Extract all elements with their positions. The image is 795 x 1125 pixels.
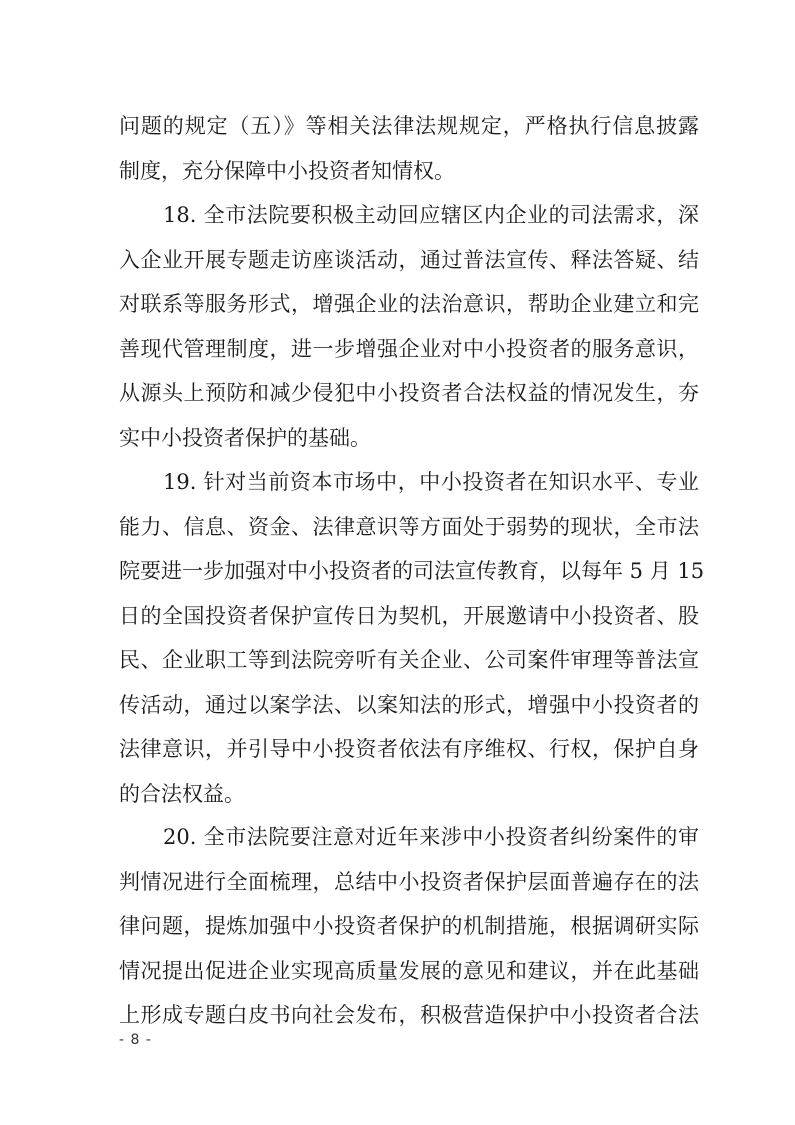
text-line: 问题的规定（五）》等相关法律法规规定，严格执行信息披露 — [119, 114, 699, 138]
text-line: 20. 全市法院要注意对近年来涉中小投资者纠纷案件的审 — [163, 825, 699, 849]
text-line: 的合法权益。 — [119, 781, 245, 806]
text-line: 制度，充分保障中小投资者知情权。 — [119, 158, 455, 183]
text-line: 民、企业职工等到法院旁听有关企业、公司案件审理等普法宣 — [119, 648, 699, 672]
text-line: 能力、信息、资金、法律意识等方面处于弱势的现状，全市法 — [119, 514, 699, 539]
paragraph-item-20 — [119, 815, 699, 1038]
text-line: 对联系等服务形式，增强企业的法治意识，帮助企业建立和完 — [119, 292, 699, 316]
text-line: 判情况进行全面梳理，总结中小投资者保护层面普遍存在的法 — [119, 869, 699, 894]
text-line: 日的全国投资者保护宣传日为契机，开展邀请中小投资者、股 — [119, 603, 699, 628]
text-line: 法律意识，并引导中小投资者依法有序维权、行权，保护自身 — [119, 737, 699, 761]
text-line: 传活动，通过以案学法、以案知法的形式，增强中小投资者的 — [119, 692, 699, 717]
text-line: 从源头上预防和减少侵犯中小投资者合法权益的情况发生，夯 — [119, 381, 699, 405]
text-line: 实中小投资者保护的基础。 — [119, 425, 371, 450]
paragraph-item-19 — [119, 460, 705, 816]
text-line: 18. 全市法院要积极主动回应辖区内企业的司法需求，深 — [163, 203, 699, 227]
text-line: 19. 针对当前资本市场中，中小投资者在知识水平、专业 — [163, 470, 699, 494]
text-line: 上形成专题白皮书向社会发布，积极营造保护中小投资者合法 — [119, 1003, 699, 1027]
text-line: 善现代管理制度，进一步增强企业对中小投资者的服务意识， — [119, 336, 699, 361]
text-line: 院要进一步加强对中小投资者的司法宣传教育，以每年 5 月 15 — [119, 559, 705, 583]
text-line: 入企业开展专题走访座谈活动，通过普法宣传、释法答疑、结 — [119, 247, 699, 272]
paragraph-item-18 — [119, 193, 699, 460]
text-line: 情况提出促进企业实现高质量发展的意见和建议，并在此基础 — [119, 958, 699, 983]
page-number: - 8 - — [119, 1032, 152, 1048]
text-line: 律问题，提炼加强中小投资者保护的机制措施，根据调研实际 — [119, 914, 699, 938]
paragraph-continuation — [119, 104, 699, 193]
